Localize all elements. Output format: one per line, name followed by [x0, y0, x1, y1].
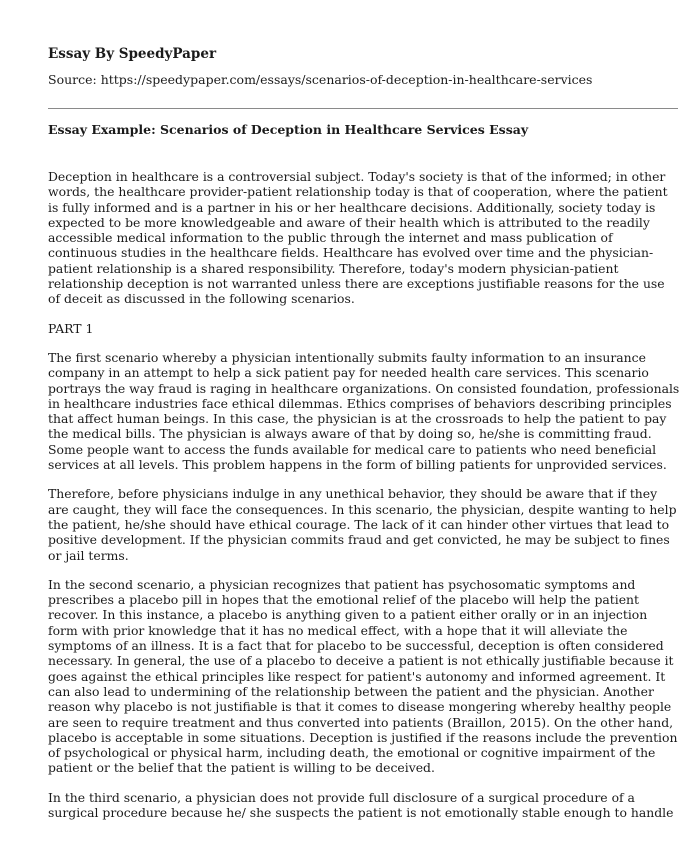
- section-heading-part-1: PART 1: [48, 320, 94, 336]
- divider: [48, 108, 678, 109]
- paragraph-scenario-3: In the third scenario, a physician does not provide full disclosure of a surgical procedure of a surgical procedure because he/ she suspects the patient is not emotionally stable enough to handle: [48, 789, 674, 820]
- site-title: Essay By SpeedyPaper: [48, 46, 217, 62]
- paragraph-intro: Deception in healthcare is a controversial subject. Today's society is that of the informed; in other words, the healthcare provider-patient relationship today is that of cooperation, where the patient is fully informed and is a partner in his or her healthcare decisions. Additionally, society today is expected to be more knowledgeable and aware of their health which is attributed to the readily accessible medical information to the public through the internet and mass publication of continuous studies in the healthcare fields. Healthcare has evolved over time and the physician-patient relationship is a shared responsibility. Therefore, today's modern physician-patient relationship deception is not warranted unless there are exceptions justifiable reasons for the use of deceit as discussed in the following scenarios.: [48, 169, 668, 307]
- essay-title: Essay Example: Scenarios of Deception in Healthcare Services Essay: [48, 122, 529, 137]
- paragraph-consequences: Therefore, before physicians indulge in any unethical behavior, they should be aware that if they are caught, they will face the consequences. In this scenario, the physician, despite wanting to help the patient, he/she should have ethical courage. The lack of it can hinder other virtues that lead to positive development. If the physician commits fraud and get convicted, he may be subject to fines or jail terms.: [48, 486, 677, 563]
- essay-body: [48, 169, 680, 834]
- paragraph-scenario-1: The first scenario whereby a physician intentionally submits faulty information to an insurance company in an attempt to help a sick patient pay for needed health care services. This scenario portrays the way fraud is raging in healthcare organizations. On consisted foundation, professionals in healthcare industries face ethical dilemmas. Ethics comprises of behaviors describing principles that affect human beings. In this case, the physician is at the crossroads to help the patient to pay the medical bills. The physician is always aware of that by doing so, he/she is committing fraud. Some people want to access the funds available for medical care to patients who need beneficial services at all levels. This problem happens in the form of billing patients for unprovided services.: [48, 349, 680, 473]
- source-line: Source: https://speedypaper.com/essays/scenarios-of-deception-in-healthcare-services: [48, 72, 593, 87]
- paragraph-scenario-2: In the second scenario, a physician recognizes that patient has psychosomatic symptoms and prescribes a placebo pill in hopes that the emotional relief of the placebo will help the patient recover. In this instance, a placebo is anything given to a patient either orally or in an injection form with prior knowledge that it has no medical effect, with a hope that it will alleviate the symptoms of an illness. It is a fact that for placebo to be successful, deception is often considered necessary. In general, the use of a placebo to deceive a patient is not ethically justifiable because it goes against the ethical principles like respect for patient's autonomy and informed agreement. It can also lead to undermining of the relationship between the patient and the physician. Another reason why placebo is not justifiable is that it comes to disease mongering whereby healthy people are seen to require treatment and thus converted into patients (Braillon, 2015). On the other hand, placebo is acceptable in some situations. Deception is justified if the reasons include the prevention of psychological or physical harm, including death, the emotional or cognitive impairment of the patient or the belief that the patient is willing to be deceived.: [48, 576, 678, 776]
